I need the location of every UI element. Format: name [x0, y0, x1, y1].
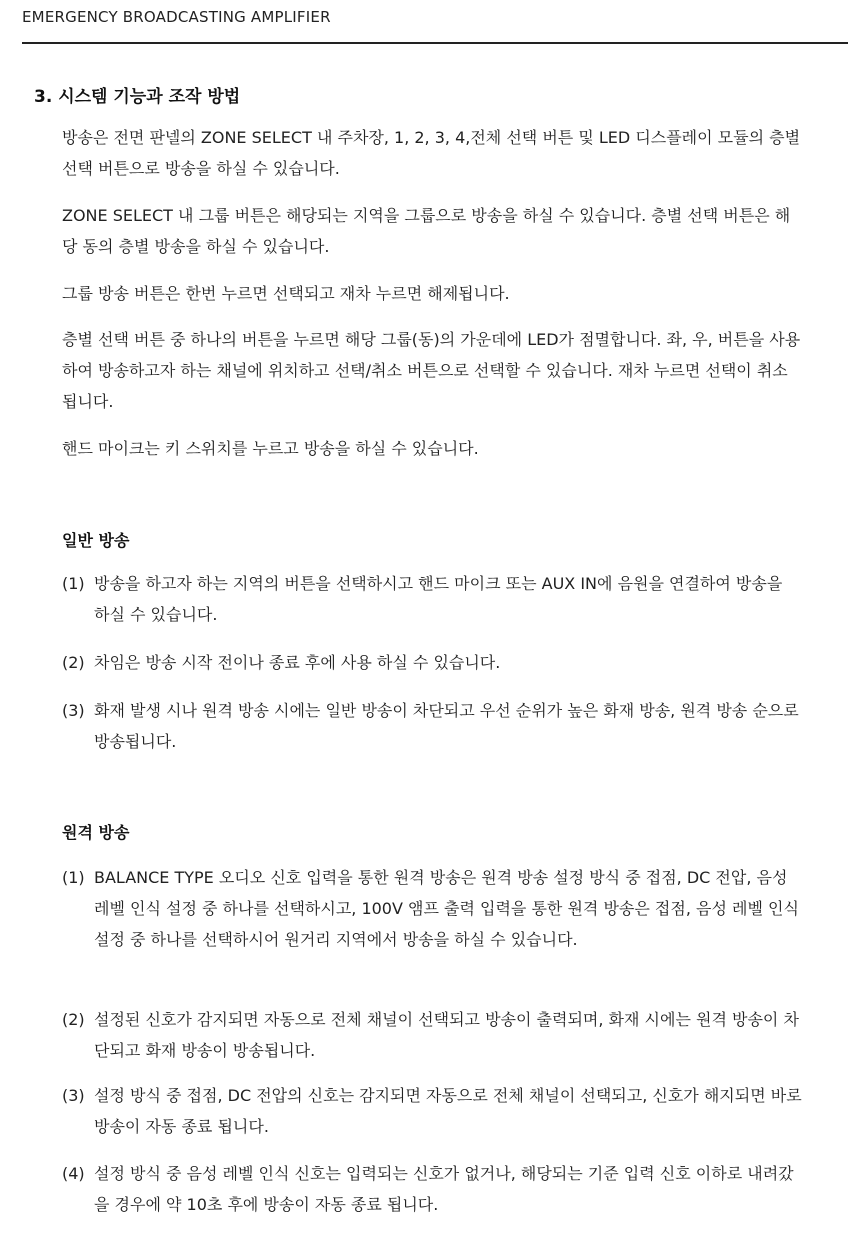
list-item-number: (2): [62, 1010, 85, 1029]
list-item-text: 설정 방식 중 음성 레벨 인식 신호는 입력되는 신호가 없거나, 해당되는 기준 입력 신호 이하로 내려갔을 경우에 약 10초 후에 방송이 자동 종료 됩니다.: [94, 1164, 794, 1214]
list-item: [62, 647, 802, 678]
list-item-number: (1): [62, 574, 85, 593]
remote-broadcast-heading: 원격 방송: [62, 823, 130, 842]
list-item-text: 차임은 방송 시작 전이나 종료 후에 사용 하실 수 있습니다.: [94, 653, 501, 672]
list-item: [62, 695, 802, 757]
list-item-text: 화재 발생 시나 원격 방송 시에는 일반 방송이 차단되고 우선 순위가 높은 화재 방송, 원격 방송 순으로 방송됩니다.: [94, 701, 799, 751]
paragraph: 방송은 전면 판넬의 ZONE SELECT 내 주차장, 1, 2, 3, 4,전체 선택 버튼 및 LED 디스플레이 모듈의 층별 선택 버튼으로 방송을 하실 수 있습니다.: [62, 128, 801, 178]
paragraph: ZONE SELECT 내 그룹 버튼은 해당되는 지역을 그룹으로 방송을 하실 수 있습니다. 층별 선택 버튼은 해당 동의 층별 방송을 하실 수 있습니다.: [62, 206, 791, 256]
list-item: [62, 1080, 802, 1142]
list-item: [62, 1158, 802, 1220]
list-item-text: 설정 방식 중 접점, DC 전압의 신호는 감지되면 자동으로 전체 채널이 선택되고, 신호가 해지되면 바로 방송이 자동 종료 됩니다.: [94, 1086, 802, 1136]
list-item: [62, 1004, 802, 1066]
paragraph: 그룹 방송 버튼은 한번 누르면 선택되고 재차 누르면 해제됩니다.: [62, 284, 510, 303]
list-item-number: (2): [62, 653, 85, 672]
paragraph: 층별 선택 버튼 중 하나의 버튼을 누르면 해당 그룹(동)의 가운데에 LED가 점멸합니다. 좌, 우, 버튼을 사용하여 방송하고자 하는 채널에 위치하고 선택/취소 버튼으로 선택할 수 있습니다. 재차 누르면 선택이 취소됩니다.: [62, 330, 801, 411]
list-item: [62, 568, 802, 630]
header-divider: [22, 42, 848, 44]
list-item-text: 설정된 신호가 감지되면 자동으로 전체 채널이 선택되고 방송이 출력되며, 화재 시에는 원격 방송이 차단되고 화재 방송이 방송됩니다.: [94, 1010, 799, 1060]
list-item-number: (3): [62, 1086, 85, 1105]
list-item-number: (4): [62, 1164, 85, 1183]
list-item-number: (1): [62, 868, 85, 887]
general-broadcast-heading: 일반 방송: [62, 531, 130, 550]
list-item-number: (3): [62, 701, 85, 720]
section-title: 3. 시스템 기능과 조작 방법: [34, 87, 241, 107]
paragraph: 핸드 마이크는 키 스위치를 누르고 방송을 하실 수 있습니다.: [62, 439, 479, 458]
list-item-text: BALANCE TYPE 오디오 신호 입력을 통한 원격 방송은 원격 방송 설정 방식 중 접점, DC 전압, 음성 레벨 인식 설정 중 하나를 선택하시고, 100V 앰프 출력 입력을 통한 원격 방송은 접점, 음성 레벨 인식 설정 중 하나를 선택하시어 원거리 지역에서 방송을 하실 수 있습니다.: [94, 868, 799, 949]
document-header-title: EMERGENCY BROADCASTING AMPLIFIER: [22, 8, 331, 26]
list-item-text: 방송을 하고자 하는 지역의 버튼을 선택하시고 핸드 마이크 또는 AUX IN에 음원을 연결하여 방송을 하실 수 있습니다.: [94, 574, 783, 624]
list-item: [62, 862, 802, 955]
